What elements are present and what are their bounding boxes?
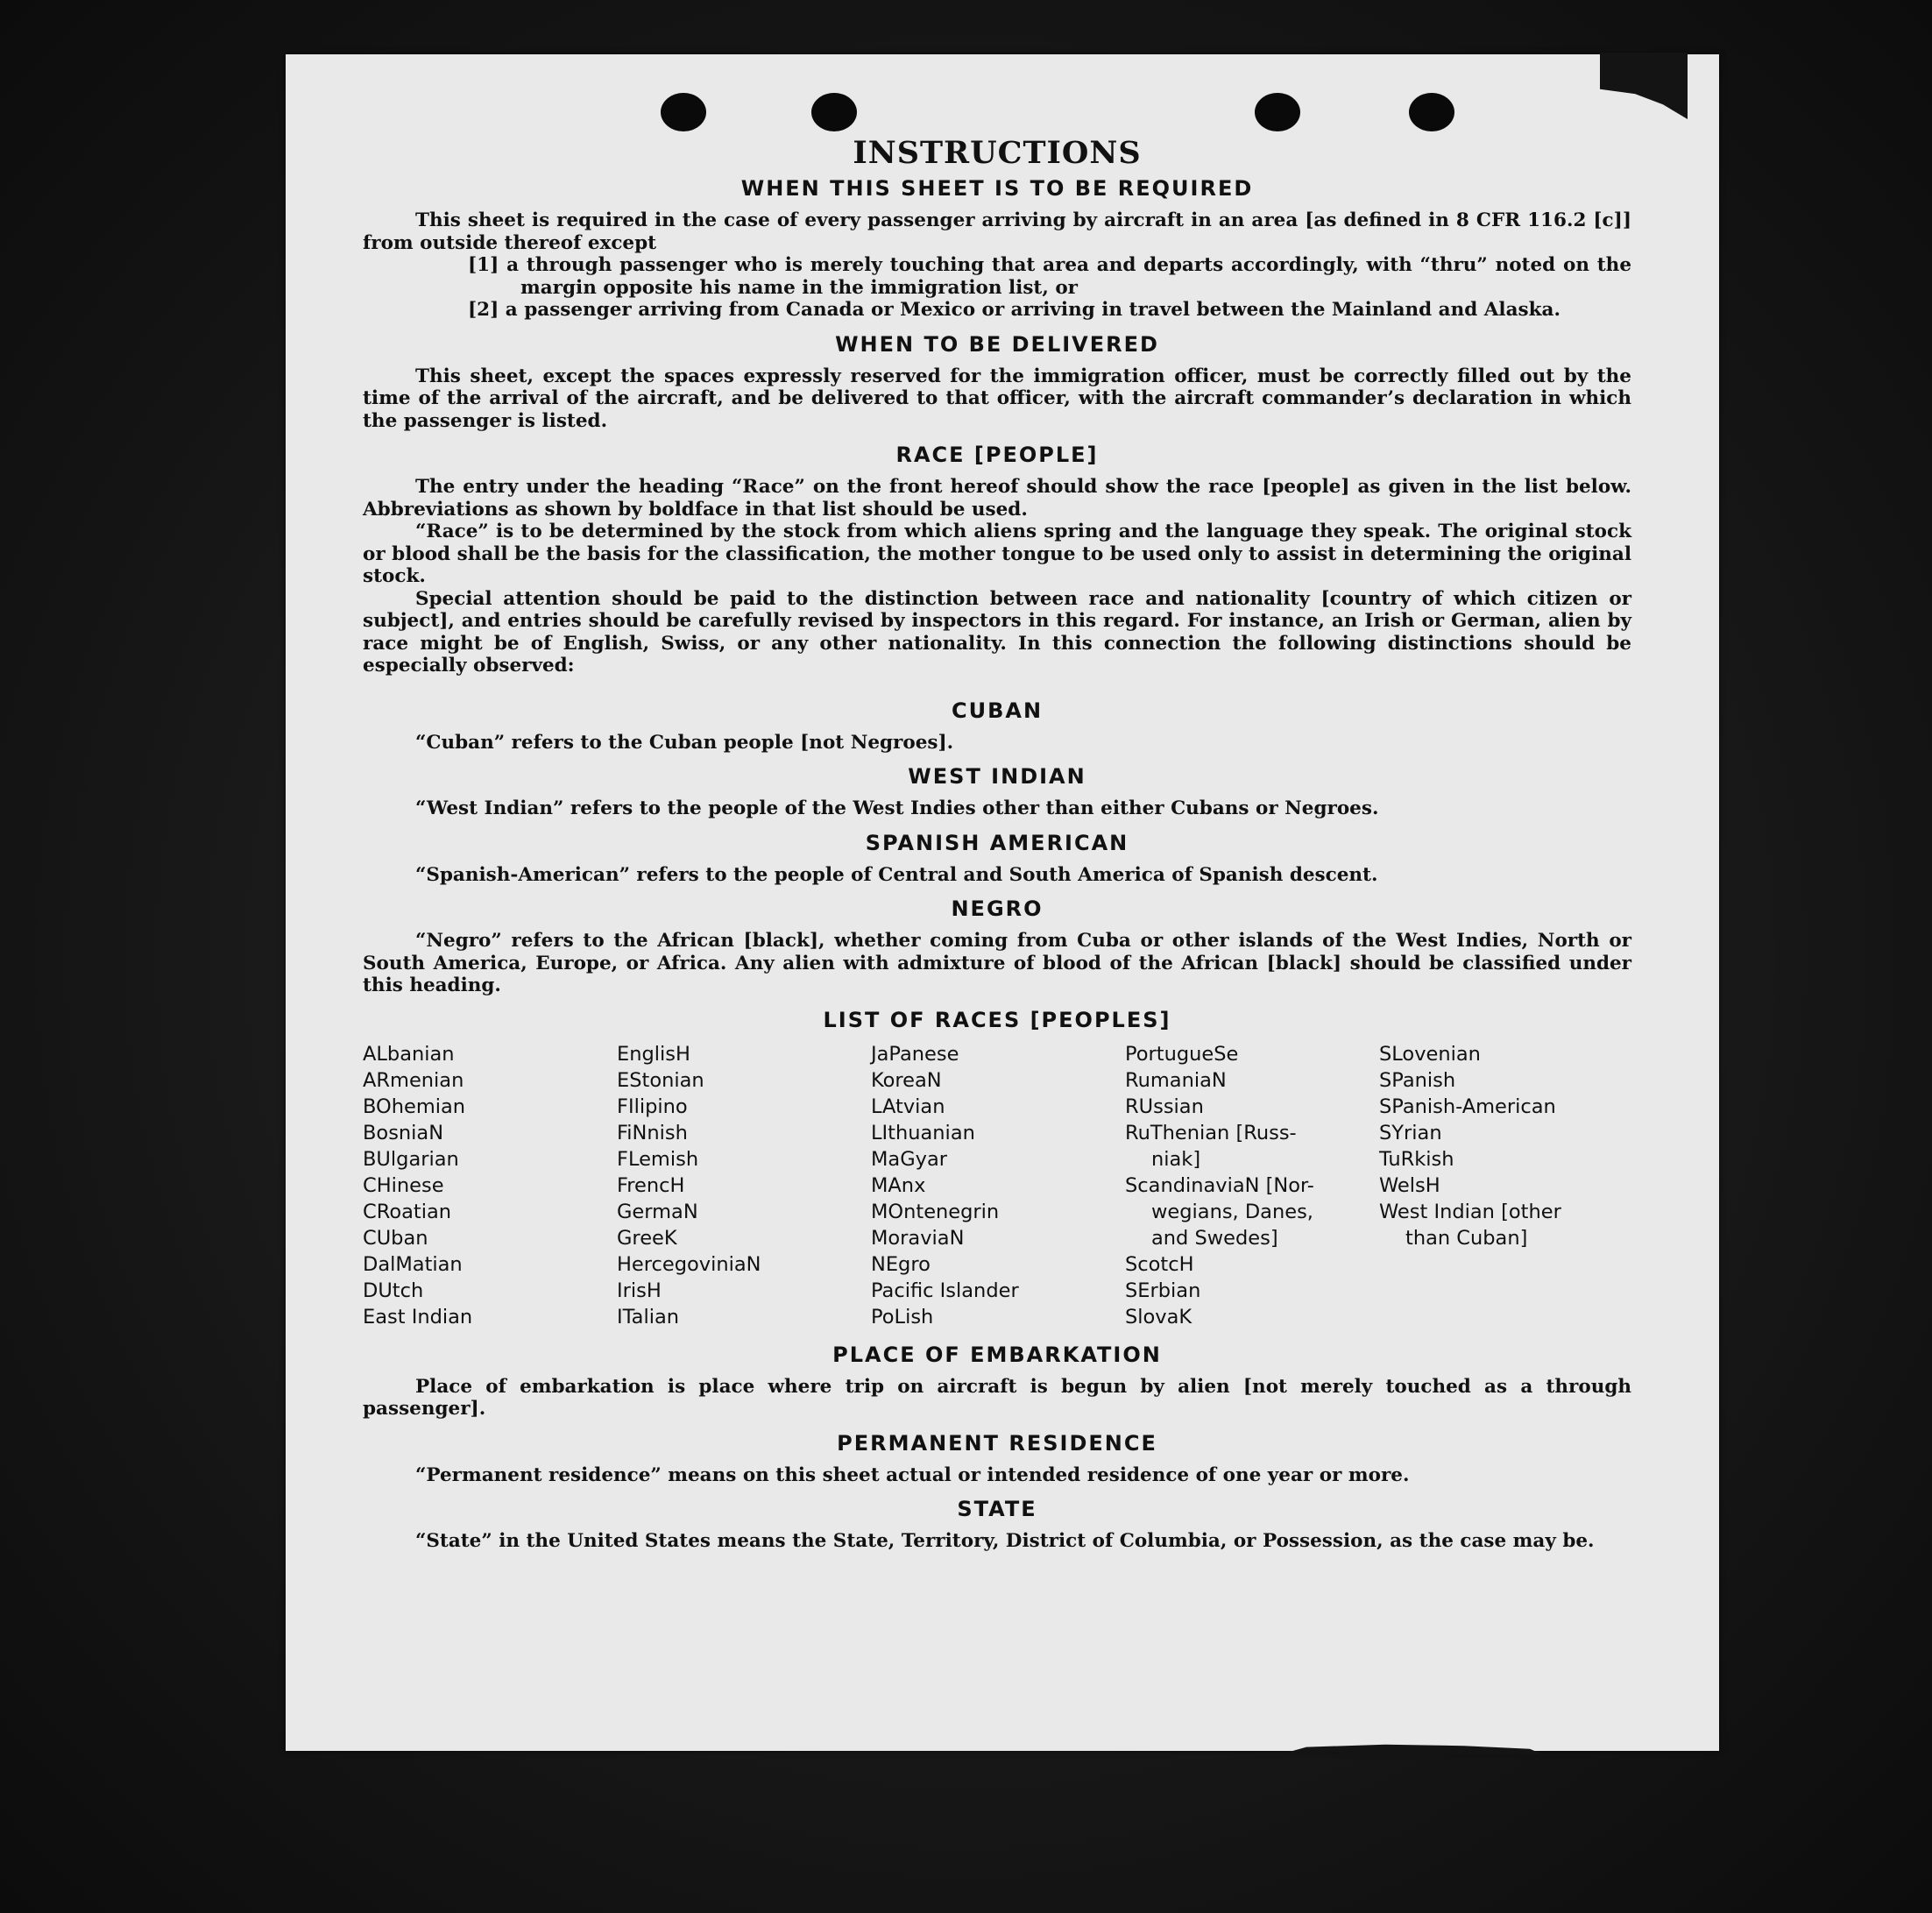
- race-column-3: [871, 1041, 1125, 1330]
- heading-when-delivered: WHEN TO BE DELIVERED: [835, 331, 1159, 357]
- state-text: “State” in the United States means the State, Territory, District of Columbia, or Possession, as the case may be.: [415, 1530, 1595, 1552]
- page-title: INSTRUCTIONS: [853, 135, 1142, 171]
- west-indian-text: “West Indian” refers to the people of the West Indies other than either Cubans or Negroes.: [415, 797, 1379, 819]
- heading-place-of-embarkation: PLACE OF EMBARKATION: [832, 1342, 1162, 1367]
- heading-cuban: CUBAN: [951, 698, 1044, 723]
- heading-negro: NEGRO: [951, 896, 1044, 921]
- race-column-1: [363, 1041, 617, 1330]
- race-entry: FrencH: [617, 1173, 685, 1197]
- punch-hole: [811, 93, 857, 131]
- permanent-residence-text: “Permanent residence” means on this sheet actual or intended residence of one year or more.: [415, 1463, 1410, 1486]
- race-entry: RumaniaN: [1125, 1068, 1227, 1092]
- race-entry: ITalian: [617, 1305, 679, 1328]
- punch-hole: [1255, 93, 1300, 131]
- exception-item-2: [2] a passenger arriving from Canada or Mexico or arriving in travel between the Mainland and Alaska.: [468, 299, 1560, 321]
- race-entry: KoreaN: [871, 1068, 942, 1092]
- race-entry: SLovenian: [1379, 1042, 1481, 1066]
- race-entry: PortugueSe: [1125, 1042, 1239, 1066]
- torn-corner: [1600, 53, 1688, 119]
- heading-list-of-races: LIST OF RACES [PEOPLES]: [823, 1007, 1171, 1032]
- race-entry: BUlgarian: [363, 1147, 459, 1171]
- punch-hole: [661, 93, 706, 131]
- race-entry: MAnx: [871, 1173, 926, 1197]
- document-sheet: [286, 54, 1719, 1751]
- race-entry: LAtvian: [871, 1095, 945, 1118]
- race-entry: SPanish: [1379, 1068, 1456, 1092]
- race-entry: MaGyar: [871, 1147, 947, 1171]
- race-entry: ALbanian: [363, 1042, 455, 1066]
- race-entry: NEgro: [871, 1252, 931, 1276]
- race-entry: Pacific Islander: [871, 1279, 1019, 1302]
- race-paragraph-3: Special attention should be paid to the distinction between race and nationality [country of which citizen or subject], and entries should be carefully revised by inspectors in this regard. For instance, an Irish or German, alien by race might be of English, Swiss, or any other nationality. In this connection the following distinctions should be especially observed:: [363, 587, 1631, 677]
- race-entry: ARmenian: [363, 1068, 464, 1092]
- race-entry: EnglisH: [617, 1042, 690, 1066]
- race-entry: CRoatian: [363, 1200, 452, 1223]
- punch-hole: [1409, 93, 1454, 131]
- race-entry: BOhemian: [363, 1095, 466, 1118]
- race-entry: TuRkish: [1379, 1147, 1454, 1171]
- race-column-2: [617, 1041, 871, 1330]
- when-delivered-text: This sheet, except the spaces expressly reserved for the immigration officer, must be correctly filled out by the time of the arrival of the aircraft, and be delivered to that officer, with the aircraft commander’s declaration in which the passenger is listed.: [363, 365, 1631, 432]
- cuban-text: “Cuban” refers to the Cuban people [not Negroes].: [415, 731, 954, 754]
- heading-state: STATE: [957, 1497, 1037, 1521]
- race-entry: SErbian: [1125, 1279, 1201, 1302]
- race-entry: GreeK: [617, 1226, 677, 1250]
- race-entry: MoraviaN: [871, 1226, 965, 1250]
- race-paragraph-1: The entry under the heading “Race” on the front hereof should show the race [people] as given in the list below. Abbreviations as shown by boldface in that list should be used.: [363, 476, 1631, 521]
- race-entry: MOntenegrin: [871, 1200, 1000, 1223]
- instructions-content: [363, 135, 1631, 1553]
- race-entry-continuation: wegians, Danes,: [1151, 1200, 1313, 1223]
- race-entry-continuation: niak]: [1151, 1147, 1201, 1171]
- heading-spanish-american: SPANISH AMERICAN: [865, 830, 1129, 855]
- race-entry: RUssian: [1125, 1095, 1204, 1118]
- race-entry: East Indian: [363, 1305, 473, 1328]
- race-entry: FiNnish: [617, 1121, 688, 1144]
- negro-text: “Negro” refers to the African [black], whether coming from Cuba or other islands of the West Indies, North or South America, Europe, or Africa. Any alien with admixture of blood of the African [black] should be classified under this heading.: [363, 930, 1631, 996]
- race-entry: JaPanese: [871, 1042, 959, 1066]
- race-entry: ScotcH: [1125, 1252, 1194, 1276]
- race-entry: WelsH: [1379, 1173, 1440, 1197]
- race-entry: DalMatian: [363, 1252, 463, 1276]
- race-entry: ScandinaviaN [Nor-: [1125, 1173, 1314, 1197]
- heading-race: RACE [PEOPLE]: [895, 443, 1099, 467]
- race-entry: CHinese: [363, 1173, 444, 1197]
- spanish-american-text: “Spanish-American” refers to the people of Central and South America of Spanish descent.: [415, 863, 1378, 886]
- race-entry: RuThenian [Russ-: [1125, 1121, 1297, 1144]
- race-entry: FLemish: [617, 1147, 699, 1171]
- torn-edge: [1280, 1742, 1543, 1754]
- race-entry: DUtch: [363, 1279, 424, 1302]
- race-entry: CUban: [363, 1226, 428, 1250]
- race-entry: FIlipino: [617, 1095, 688, 1118]
- place-of-embarkation-text: Place of embarkation is place where trip on aircraft is begun by alien [not merely touched as a through passenger].: [363, 1375, 1631, 1420]
- race-entry: SlovaK: [1125, 1305, 1192, 1328]
- heading-west-indian: WEST INDIAN: [908, 764, 1086, 789]
- race-entry: GermaN: [617, 1200, 698, 1223]
- race-entry: BosniaN: [363, 1121, 444, 1144]
- race-column-4: [1125, 1041, 1379, 1330]
- race-entry: LIthuanian: [871, 1121, 975, 1144]
- when-required-intro: This sheet is required in the case of every passenger arriving by aircraft in an area [as defined in 8 CFR 116.2 [c]] from outside thereof except: [363, 209, 1631, 254]
- race-entry: West Indian [other: [1379, 1200, 1561, 1223]
- race-column-5: [1379, 1041, 1633, 1330]
- race-entry: SPanish-American: [1379, 1095, 1556, 1118]
- race-list: [363, 1041, 1631, 1330]
- heading-when-required: WHEN THIS SHEET IS TO BE REQUIRED: [740, 176, 1254, 201]
- exception-item-1: [1] a through passenger who is merely touching that area and departs accordingly, with “thru” noted on the margin opposite his name in the immigration list, or: [468, 254, 1631, 299]
- race-entry: SYrian: [1379, 1121, 1442, 1144]
- race-paragraph-2: “Race” is to be determined by the stock from which aliens spring and the language they speak. The original stock or blood shall be the basis for the classification, the mother tongue to be used only to assist in determining the original stock.: [363, 521, 1631, 587]
- race-entry: EStonian: [617, 1068, 704, 1092]
- race-entry-continuation: and Swedes]: [1151, 1226, 1278, 1250]
- race-entry-continuation: than Cuban]: [1405, 1226, 1528, 1250]
- race-entry: IrisH: [617, 1279, 662, 1302]
- heading-permanent-residence: PERMANENT RESIDENCE: [837, 1430, 1157, 1456]
- race-entry: HercegoviniaN: [617, 1252, 761, 1276]
- race-entry: PoLish: [871, 1305, 934, 1328]
